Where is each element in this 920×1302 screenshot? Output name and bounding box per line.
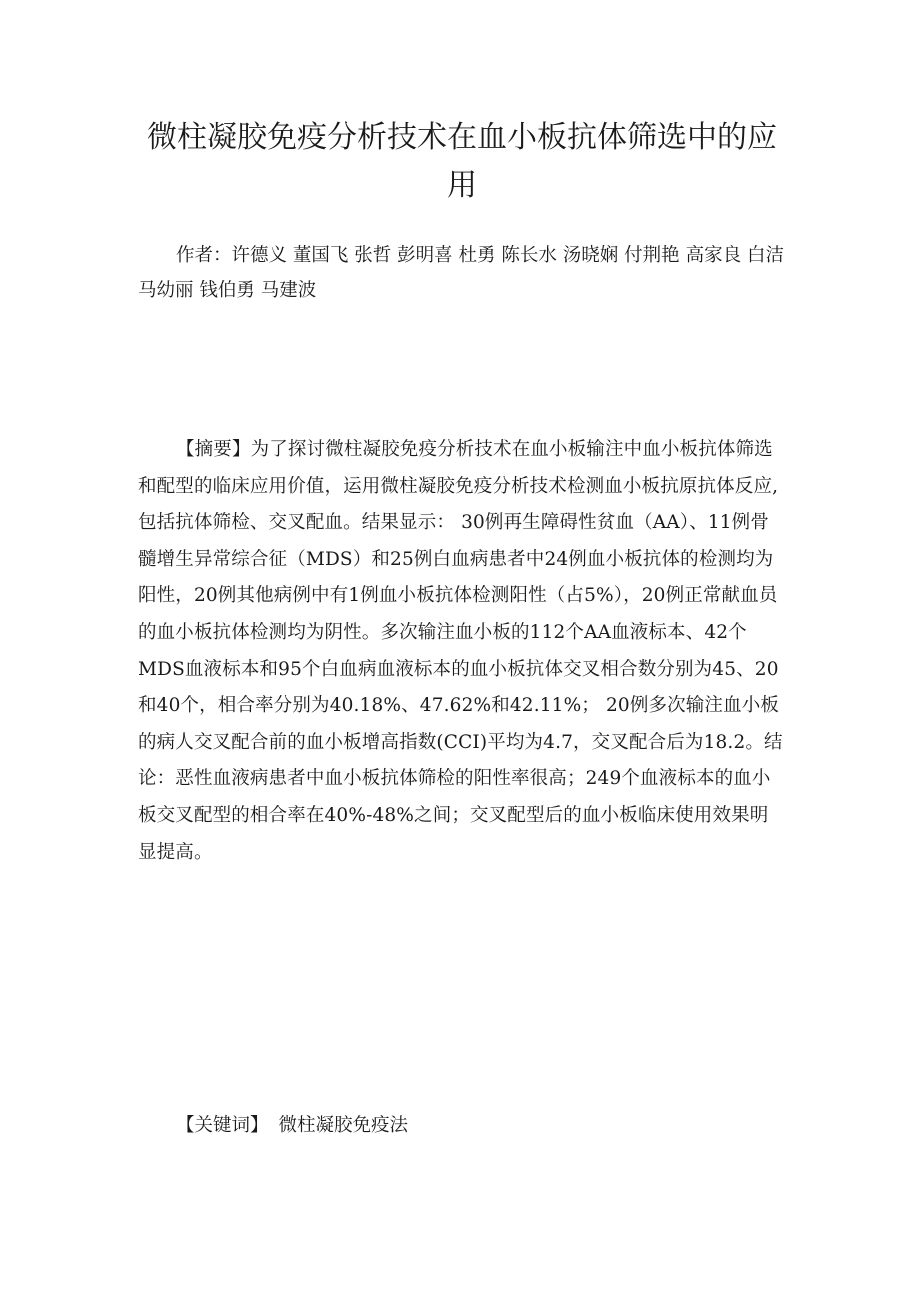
abstract-label: 【摘要】 <box>176 439 251 460</box>
authors-list: 许德义 董国飞 张哲 彭明喜 杜勇 陈长水 汤晓娴 付荆艳 高家良 白洁 马幼丽 钱伯勇 马建波 <box>138 245 784 301</box>
abstract-paragraph <box>138 432 786 871</box>
paper-title: 微柱凝胶免疫分析技术在血小板抗体筛选中的应用 <box>147 120 777 203</box>
keywords-paragraph <box>138 1108 786 1144</box>
keywords-label: 【关键词】 <box>176 1115 269 1136</box>
abstract-text: 为了探讨微柱凝胶免疫分析技术在血小板输注中血小板抗体筛选和配型的临床应用价值，运用微柱凝胶免疫分析技术检测血小板抗原抗体反应,包括抗体筛检、交叉配血。结果显示： 30例再生障碍性贫血（AA）、11例骨髓增生异常综合征（MDS）和25例白血病患者中24例血小板抗体的检测均为阳性，20例其他病例中有1例血小板抗体检测阳性（占5%），20例正常献血员的血小板抗体检测均为阴性。多次输注血小板的112个AA血液标本、42个MDS血液标本和95个白血病血液标本的血小板抗体交叉相合数分别为45、20和40个，相合率分别为40.18%、47.62%和42.11%； 20例多次输注血小板的病人交叉配合前的血小板增高指数(CCI)平均为4.7，交叉配合后为18.2。结论：恶性血液病患者中血小板抗体筛检的阳性率很高；249个血液标本的血小板交叉配型的相合率在40%-48%之间；交叉配型后的血小板临床使用效果明显提高。 <box>138 439 783 863</box>
keywords-text: 微柱凝胶免疫法 <box>278 1115 409 1136</box>
authors-label: 作者： <box>176 245 232 266</box>
author-line <box>138 238 786 308</box>
